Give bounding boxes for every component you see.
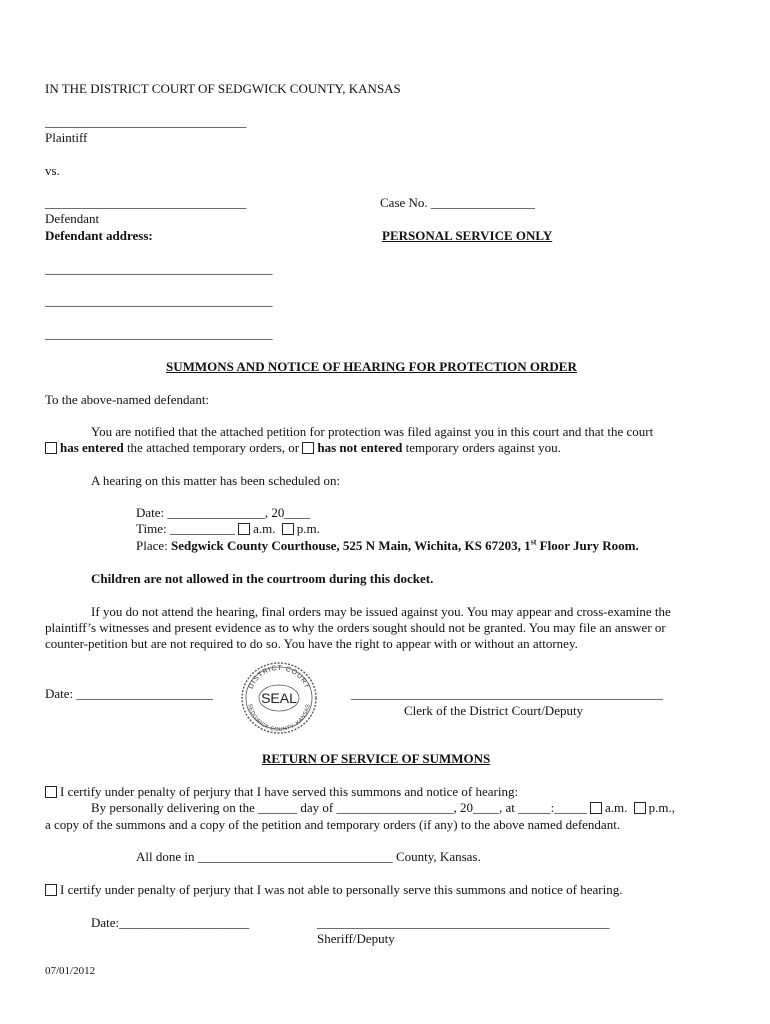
seal-center-text: SEAL — [261, 690, 297, 706]
address-line-2[interactable]: ___________________________________ — [45, 293, 273, 308]
hearing-am-checkbox[interactable] — [238, 523, 250, 535]
county-field[interactable]: All done in ______________________________ County, Kansas. — [136, 849, 481, 864]
address-line-1[interactable]: ___________________________________ — [45, 261, 273, 276]
hearing-time-field[interactable]: Time: __________ — [136, 521, 235, 536]
children-notice: Children are not allowed in the courtroom during this docket. — [91, 571, 434, 586]
hearing-pm-checkbox[interactable] — [282, 523, 294, 535]
personal-service-notice: PERSONAL SERVICE ONLY — [382, 228, 553, 243]
certify-served-text: I certify under penalty of perjury that I have served this summons and notice of hearing: — [60, 784, 519, 799]
delivering-fields[interactable]: By personally delivering on the ______ day of __________________, 20____, at _____:_____ — [91, 800, 587, 815]
has-entered-text: the attached temporary orders, or — [123, 440, 303, 455]
place-address: Sedgwick County Courthouse, 525 N Main, Wichita, KS 67203, 1 — [171, 538, 531, 553]
place-ordinal: st — [530, 537, 537, 547]
has-not-entered-label: has not entered — [317, 440, 403, 455]
return-am-checkbox[interactable] — [590, 802, 602, 814]
clerk-label: Clerk of the District Court/Deputy — [404, 703, 584, 718]
defendant-label: Defendant — [45, 211, 100, 226]
footer-date: 07/01/2012 — [45, 965, 96, 977]
hearing-intro: A hearing on this matter has been scheduled on: — [91, 473, 341, 488]
hearing-time-row — [136, 521, 320, 536]
hearing-place — [136, 538, 639, 553]
hearing-am-label: a.m. — [253, 521, 276, 536]
paragraph-line-1: If you do not attend the hearing, final orders may be issued against you. You may appear and cross-examine the — [91, 604, 671, 619]
has-not-entered-text: temporary orders against you. — [402, 440, 561, 455]
sheriff-label: Sheriff/Deputy — [317, 931, 395, 946]
court-seal — [226, 660, 332, 736]
has-entered-label: has entered — [60, 440, 124, 455]
delivering-row — [91, 800, 675, 815]
plaintiff-label: Plaintiff — [45, 130, 88, 145]
salutation: To the above-named defendant: — [45, 392, 210, 407]
has-entered-checkbox[interactable] — [45, 442, 57, 454]
hearing-date-field[interactable]: Date: _______________, 20____ — [136, 505, 311, 520]
certify-served-checkbox[interactable] — [45, 786, 57, 798]
clerk-signature-line[interactable]: ________________________________________________ — [351, 686, 663, 701]
summons-title: SUMMONS AND NOTICE OF HEARING FOR PROTECTION ORDER — [166, 359, 577, 374]
copy-line: a copy of the summons and a copy of the petition and temporary orders (if any) to the above named defendant. — [45, 817, 621, 832]
defendant-signature-line[interactable]: _______________________________ — [45, 195, 247, 210]
defendant-address-label: Defendant address: — [45, 228, 153, 243]
versus-label: vs. — [45, 163, 60, 178]
has-not-entered-checkbox[interactable] — [302, 442, 314, 454]
place-label: Place: — [136, 538, 172, 553]
certify-not-served-text: I certify under penalty of perjury that I was not able to personally serve this summons and notice of hearing. — [60, 882, 623, 897]
return-pm-checkbox[interactable] — [634, 802, 646, 814]
return-am-label: a.m. — [605, 800, 628, 815]
seal-top-text: DISTRICT COURT — [247, 664, 311, 691]
sheriff-signature-line[interactable]: _____________________________________________ — [317, 915, 610, 930]
sheriff-date-field[interactable]: Date:____________________ — [91, 915, 250, 930]
clerk-date-field[interactable]: Date: _____________________ — [45, 686, 213, 701]
plaintiff-signature-line[interactable]: _______________________________ — [45, 114, 247, 129]
certify-not-served-checkbox[interactable] — [45, 884, 57, 896]
hearing-pm-label: p.m. — [296, 521, 320, 536]
temporary-orders-options — [45, 440, 561, 455]
paragraph-line-3: counter-petition but are not required to do so. You have the right to appear with or without an attorney. — [45, 636, 578, 651]
paragraph-line-2: plaintiff’s witnesses and present evidence as to why the orders sought should not be granted. You may file an answer or — [45, 620, 666, 635]
place-room: Floor Jury Room. — [536, 538, 639, 553]
certify-not-served-row — [45, 882, 622, 897]
seal-bottom-text: SEDGWICK COUNTY, KANSAS — [246, 703, 312, 734]
certify-served-row — [45, 784, 518, 799]
return-pm-label: p.m., — [648, 800, 676, 815]
notice-line-1: You are notified that the attached petition for protection was filed against you in this court and that the court — [91, 424, 654, 439]
case-number-field[interactable]: Case No. ________________ — [380, 195, 535, 210]
return-of-service-title: RETURN OF SERVICE OF SUMMONS — [262, 751, 491, 766]
address-line-3[interactable]: ___________________________________ — [45, 326, 273, 341]
court-heading: IN THE DISTRICT COURT OF SEDGWICK COUNTY, KANSAS — [45, 81, 401, 96]
